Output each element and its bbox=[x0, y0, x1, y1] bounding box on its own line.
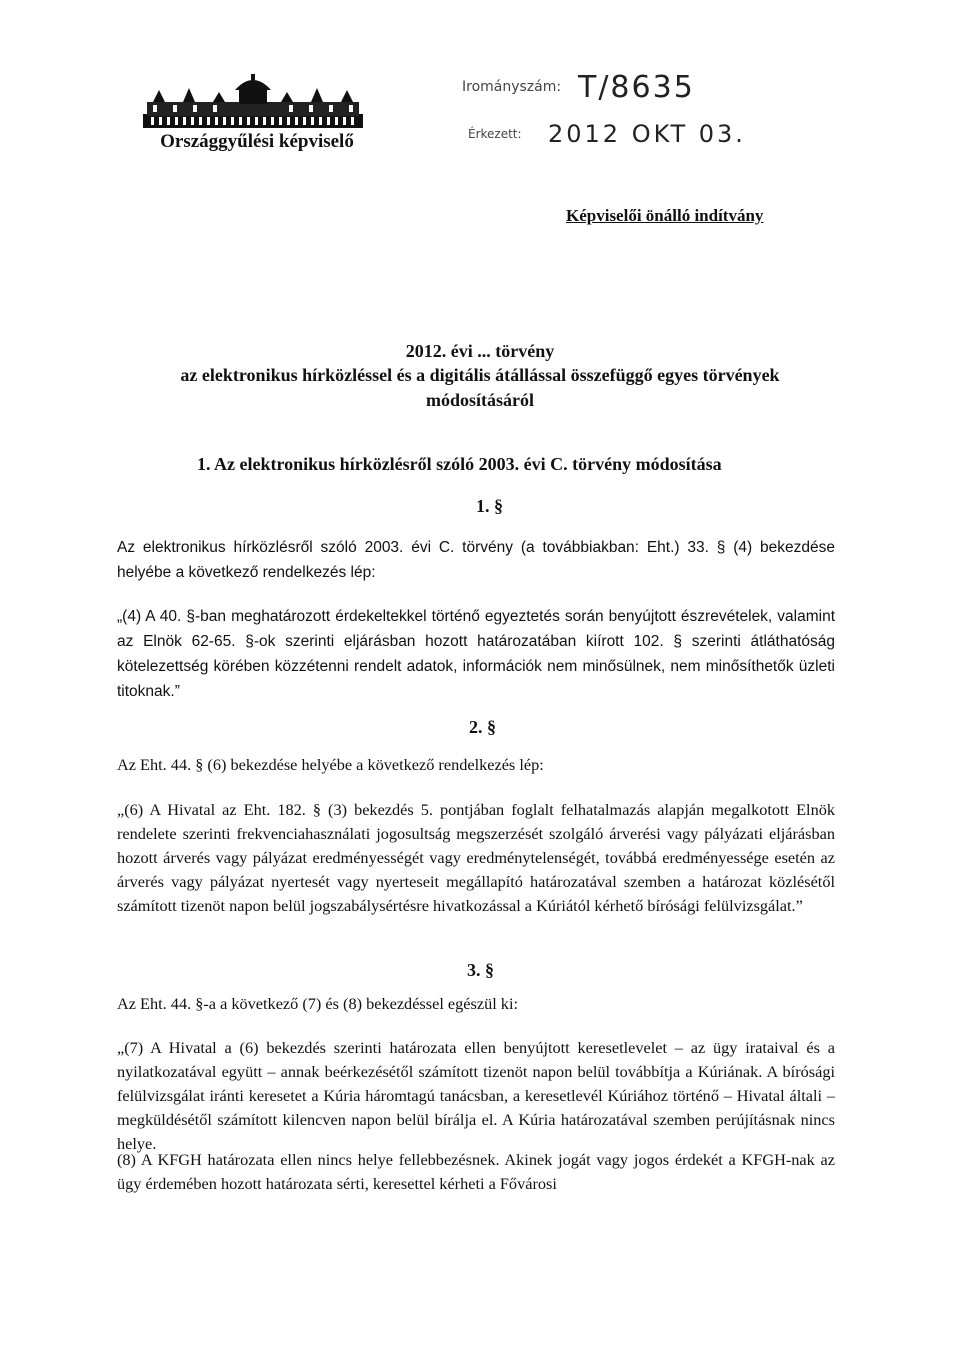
sender-title: Országgyűlési képviselő bbox=[160, 131, 354, 152]
section-3-paragraph-7: „(7) A Hivatal a (6) bekezdés szerinti határozata ellen benyújtott keresetlevelet – az ügy irataival és a nyilatkozatával együtt – annak beérkezésétől számított tizenöt napon belül továbbítja a Kúriának. A bírósági felülvizsgálat iránti keresetet a Kúria háromtagú tanácsban, a keresetlevél Kúriához történő – Hivatal általi – megküldésétől számított kilencven napon belül bírálja el. A Kúria határozatával szemben perújításnak nincs helye. bbox=[117, 1038, 835, 1153]
bill-title-line-1: az elektronikus hírközléssel és a digitális átállással összefüggő egyes törvények bbox=[180, 365, 780, 385]
document-type-heading: Képviselői önálló indítvány bbox=[566, 206, 764, 225]
section-3-intro: Az Eht. 44. §-a a következő (7) és (8) bekezdéssel egészül ki: bbox=[117, 994, 518, 1013]
bill-title-line-2: módosításáról bbox=[426, 390, 534, 410]
section-1-text: „(4) A 40. §-ban meghatározott érdekeltekkel történő egyeztetés során benyújtott észrevételek, valamint az Elnök 62-65. §-ok szerinti eljárásban hozott határozatában kiírott 102. § szerinti átláthatóság kötelezettség körében közzétenni rendelt adatok, információk nem minősülnek, nem minősíthetők üzleti titoknak.” bbox=[117, 608, 835, 700]
section-1-intro: Az elektronikus hírközlésről szóló 2003. évi C. törvény (a továbbiakban: Eht.) 33. § (4) bekezdése helyébe a következő rendelkezés lép: bbox=[117, 539, 835, 581]
section-number-3: 3. § bbox=[467, 960, 494, 980]
section-number-2: 2. § bbox=[469, 717, 496, 737]
registration-number-label: Irományszám: bbox=[462, 79, 562, 95]
received-date-value: 2012 OKT 03. bbox=[548, 120, 746, 148]
registration-number-value: T/8635 bbox=[578, 70, 695, 105]
section-2-text: „(6) A Hivatal az Eht. 182. § (3) bekezdés 5. pontjában foglalt felhatalmazás alapján megalkotott Elnök rendelete szerinti frekvenciahasználati jogosultság megszerzését szolgáló árverési vagy pályázati eljárásban hozott árverés vagy pályázat eredményességét vagy eredménytelenségét, továbbá eredményessége esetén az árverés vagy pályázat nyertesét vagy nyerteseit megállapító határozatával szemben a határozat közlésétől számított tizenöt napon belül jogszabálysértésre hivatkozással a Kúriától kérhető bírósági felülvizsgálat.” bbox=[117, 800, 835, 915]
section-3-paragraph-8: (8) A KFGH határozata ellen nincs helye fellebbezésnek. Akinek jogát vagy jogos érdekét a KFGH-nak az ügy érdemében hozott határozata sérti, keresettel kérheti a Fővárosi bbox=[117, 1150, 835, 1193]
section-number-1: 1. § bbox=[476, 496, 503, 516]
section-2-intro: Az Eht. 44. § (6) bekezdése helyébe a következő rendelkezés lép: bbox=[117, 755, 544, 774]
received-date-label: Érkezett: bbox=[468, 127, 522, 141]
bill-year-line: 2012. évi ... törvény bbox=[405, 341, 555, 361]
parliament-building-logo bbox=[143, 74, 363, 130]
chapter-heading-1: 1. Az elektronikus hírközlésről szóló 2003. évi C. törvény módosítása bbox=[197, 454, 722, 474]
